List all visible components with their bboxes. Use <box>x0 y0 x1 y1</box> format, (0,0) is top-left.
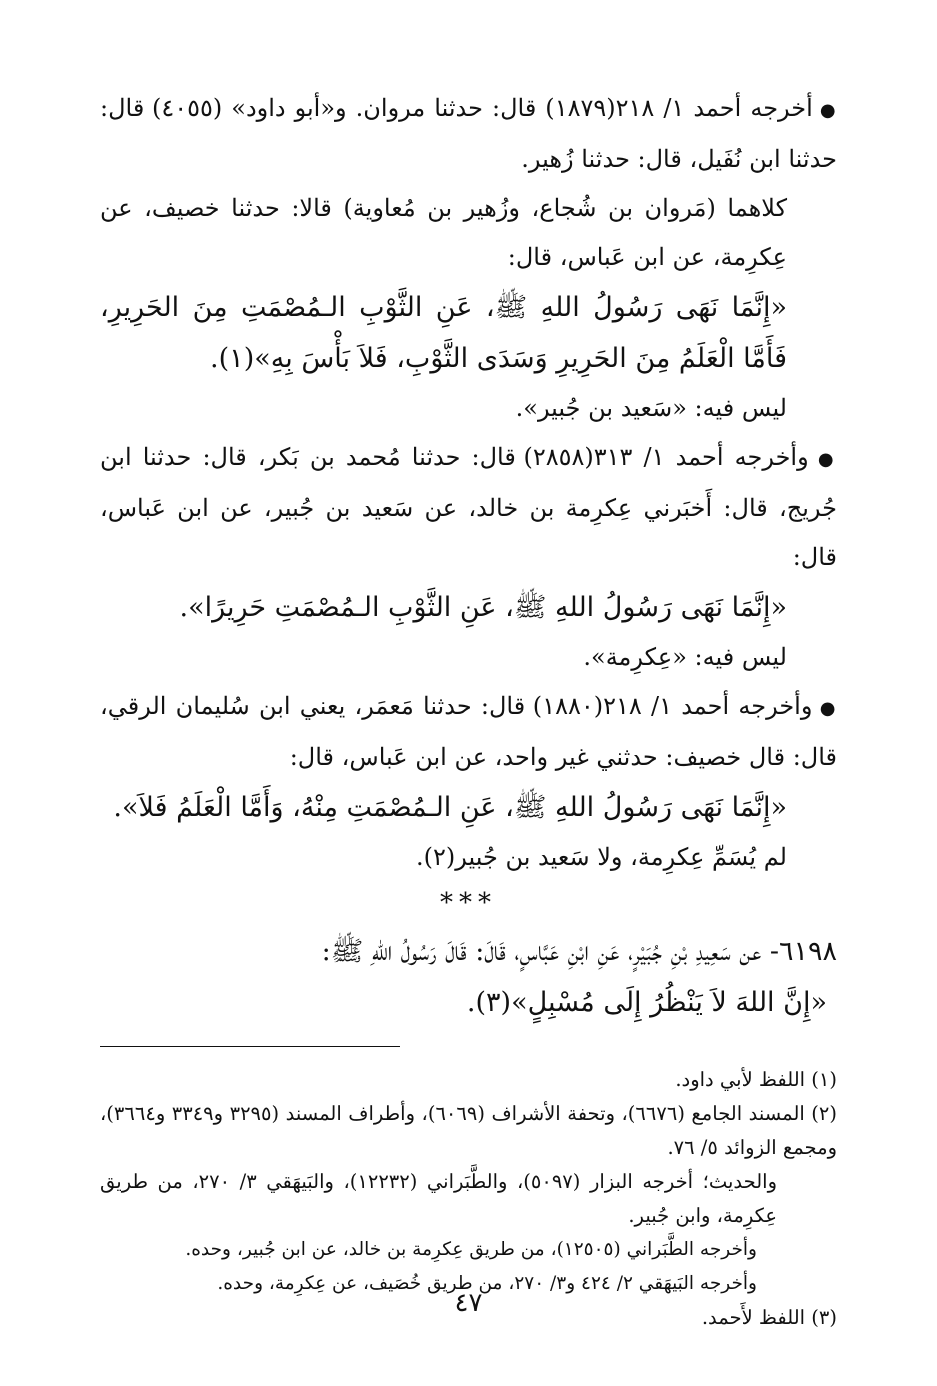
footnote-divider-wrap <box>100 1028 837 1063</box>
footnote-divider <box>100 1046 400 1047</box>
page-number: ٤٧ <box>454 1288 483 1318</box>
section-separator: *** <box>440 888 497 918</box>
hadith-heading: ٦١٩٨- عن سَعِيدِ بْنِ جُبَيْرٍ، عَنِ ابْنِ عَبَّاسٍ، قَالَ: قَالَ رَسُولُ اللهِ ﷺ: <box>321 936 837 967</box>
main-text <box>100 84 837 1028</box>
footnote-2-detail-1: والحديث؛ أخرجه البزار (٥٠٩٧)، والطَّبَراني (١٢٢٣٢)، والبَيهَقي ٣/ ٢٧٠، من طريق عِكرِمة، وابن جُبير. <box>100 1170 778 1227</box>
paragraph-bullet-3: ● وأخرجه أحمد ١/ ٢١٨(١٨٨٠) قال: حدثنا مَعمَر، يعني ابن سُليمان الرقي، قال: قال خصيف: حدثني غير واحد، عن ابن عَباس، قال: <box>100 682 837 782</box>
paragraph-note-1: ليس فيه: «سَعيد بن جُبير». <box>515 394 787 422</box>
footnote-2-detail-3: وأخرجه البَيهَقي ٢/ ٤٢٤ و٣/ ٢٧٠، من طريق خُصَيف، عن عِكرِمة، وحده. <box>217 1273 757 1294</box>
paragraph-note-3: لم يُسَمِّ عِكرِمة، ولا سَعيد بن جُبير(٢). <box>416 843 787 871</box>
paragraph-narrators: كلاهما (مَروان بن شُجاع، وزُهير بن مُعاوية) قالا: حدثنا خصيف، عن عِكرِمة، عن ابن عَباس، قال: <box>100 194 787 271</box>
hadith-quote-1: «إِنَّمَا نَهَى رَسُولُ اللهِ ﷺ، عَنِ الثَّوْبِ الـمُصْمَتِ مِنَ الحَرِيرِ، فَأَمَّا الْعَلَمُ مِنَ الحَرِيرِ وَسَدَى الثَّوْبِ، فَلاَ بَأْسَ بِهِ»(١). <box>100 292 787 374</box>
footnote-2: (٢) المسند الجامع (٦٦٧٦)، وتحفة الأشراف (٦٠٦٩)، وأطراف المسند (٣٢٩٥ و٣٣٤٩ و٣٦٦٤)، ومجمع الزوائد ٥/ ٧٦. <box>100 1102 838 1159</box>
paragraph-bullet-2: ● وأخرجه أحمد ١/ ٣١٣(٢٨٥٨) قال: حدثنا مُحمد بن بَكر، قال: حدثنا ابن جُريج، قال: أَخبَرني عِكرِمة بن خالد، عن سَعيد بن جُبير، عن ابن عَباس، قال: <box>100 433 837 582</box>
paragraph-bullet-1: ● أخرجه أحمد ١/ ٢١٨(١٨٧٩) قال: حدثنا مروان. و«أبو داود» (٤٠٥٥) قال: حدثنا ابن نُفَيل، قال: حدثنا زُهير. <box>100 84 837 184</box>
footnote-2-detail-2: وأخرجه الطَّبَراني (١٢٥٠٥)، من طريق عِكرِمة بن خالد، عن ابن جُبير، وحده. <box>185 1239 757 1260</box>
footnote-3: (٣) اللفظ لأَحمد. <box>701 1306 837 1329</box>
hadith-quote-3: «إِنَّمَا نَهَى رَسُولُ اللهِ ﷺ، عَنِ الـمُصْمَتِ مِنْهُ، وَأَمَّا الْعَلَمُ فَلاَ». <box>113 792 787 823</box>
hadith-quote-2: «إِنَّمَا نَهَى رَسُولُ اللهِ ﷺ، عَنِ الثَّوْبِ الـمُصْمَتِ حَرِيرًا». <box>179 592 787 623</box>
paragraph-note-2: ليس فيه: «عِكرِمة». <box>583 643 787 671</box>
hadith-text: «إِنَّ اللهَ لاَ يَنْظُرُ إِلَى مُسْبِلٍ»(٣). <box>466 987 827 1018</box>
footnote-1: (١) اللفظ لأبي داود. <box>675 1068 837 1091</box>
